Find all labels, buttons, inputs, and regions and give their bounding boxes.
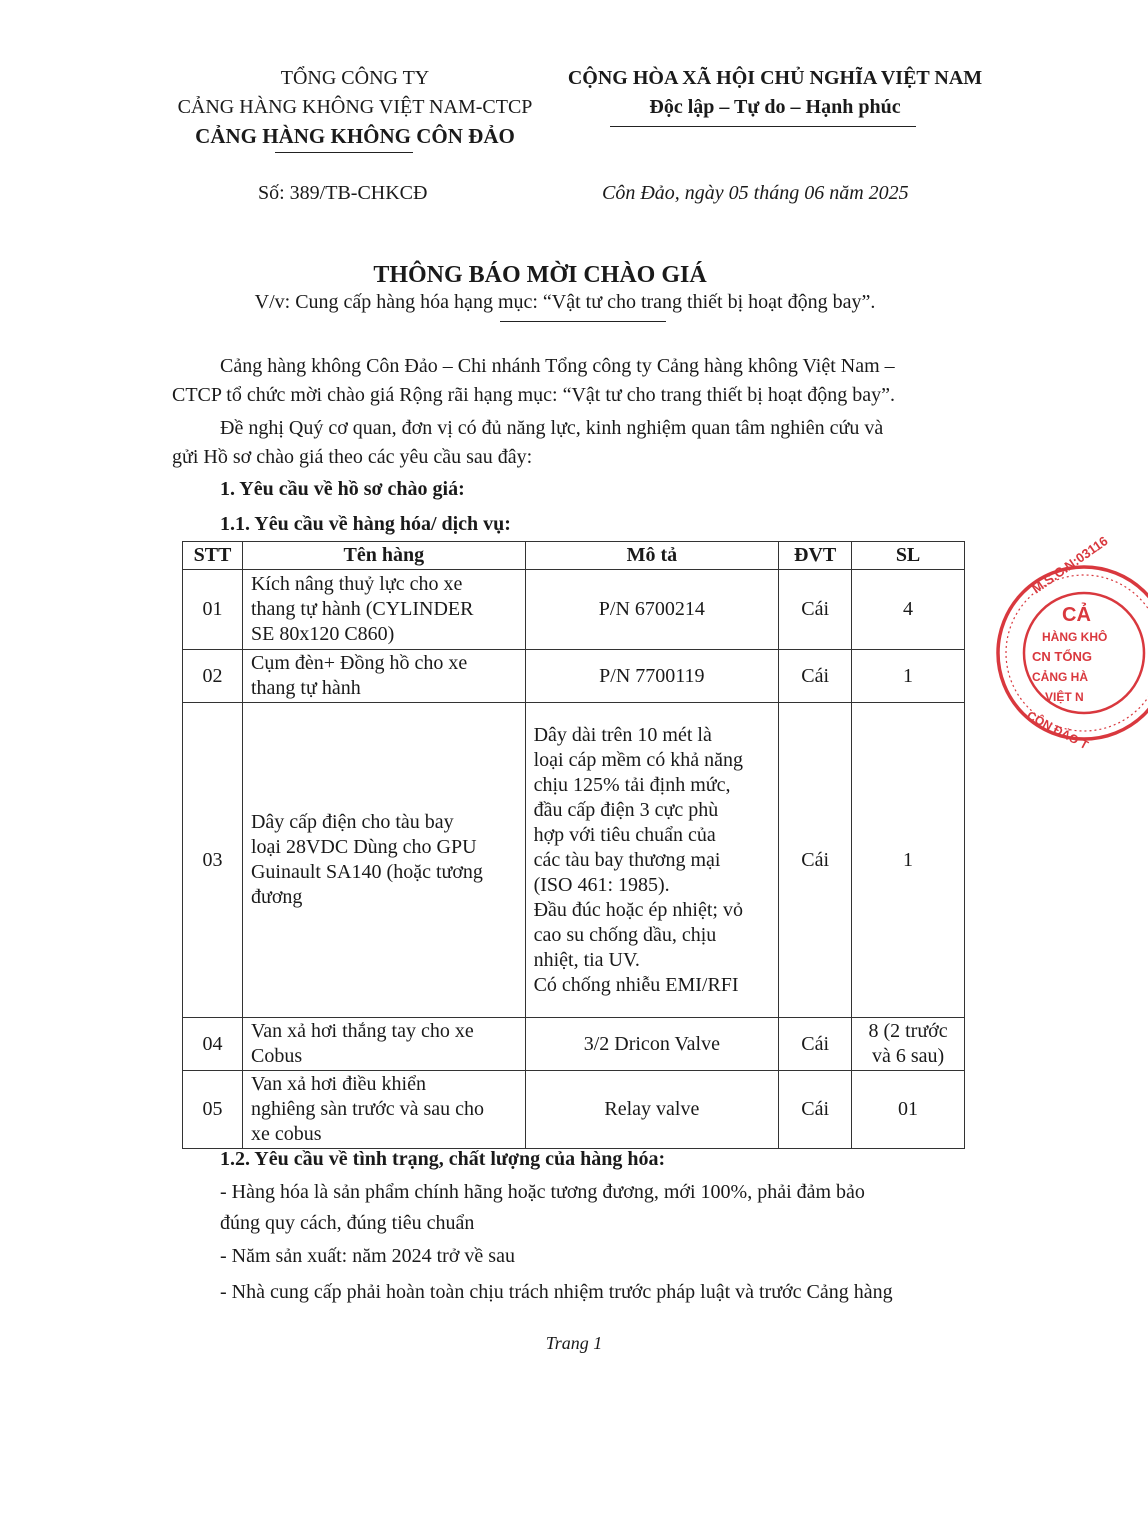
qty-line: 1 bbox=[903, 848, 914, 871]
row-unit: Cái bbox=[779, 570, 852, 650]
company-seal-stamp bbox=[992, 533, 1142, 753]
row-name bbox=[242, 650, 525, 703]
quality-bullet-2: - Năm sản xuất: năm 2024 trở về sau bbox=[220, 1245, 515, 1267]
row-name bbox=[242, 703, 525, 1018]
seal-text: CẢNG HÀ bbox=[1032, 670, 1088, 684]
name-line: nghiêng sàn trước và sau cho bbox=[250, 1098, 485, 1120]
desc-line: (ISO 461: 1985). bbox=[533, 873, 670, 896]
section-1-heading: 1. Yêu cầu về hồ sơ chào giá: bbox=[220, 478, 465, 500]
motto: Độc lập – Tự do – Hạnh phúc bbox=[649, 96, 901, 118]
intro-para1-line1: Cảng hàng không Côn Đảo – Chi nhánh Tổng công ty Cảng hàng không Việt Nam – bbox=[220, 355, 895, 377]
header-description: Mô tả bbox=[525, 542, 779, 570]
header-unit: ĐVT bbox=[779, 542, 852, 570]
desc-line: nhiệt, tia UV. bbox=[533, 948, 640, 971]
table-row bbox=[183, 1018, 965, 1071]
intro-para1-line2: CTCP tổ chức mời chào giá Rộng rãi hạng mục: “Vật tư cho trang thiết bị hoạt động bay”. bbox=[172, 384, 896, 406]
row-quantity bbox=[852, 703, 965, 1018]
desc-line: hợp với tiêu chuẩn của bbox=[533, 823, 716, 846]
motto-underline bbox=[610, 126, 916, 127]
row-unit: Cái bbox=[779, 1018, 852, 1071]
table-row bbox=[183, 570, 965, 650]
national-motto bbox=[560, 64, 990, 122]
row-name bbox=[242, 570, 525, 650]
qty-line: 4 bbox=[903, 598, 914, 620]
subject-underline bbox=[500, 321, 666, 322]
table-row bbox=[183, 650, 965, 703]
parent-org-line1: TỔNG CÔNG TY bbox=[280, 67, 430, 89]
row-quantity bbox=[852, 1071, 965, 1149]
name-line: loại 28VDC Dùng cho GPU bbox=[250, 836, 477, 858]
desc-line: các tàu bay thương mại bbox=[533, 848, 721, 871]
row-stt: 01 bbox=[183, 570, 243, 650]
seal-text: VIỆT N bbox=[1045, 690, 1084, 704]
quality-bullet-1-line2: đúng quy cách, đúng tiêu chuẩn bbox=[220, 1212, 475, 1234]
name-line: Guinault SA140 (hoặc tương bbox=[250, 861, 483, 883]
desc-line: Dây dài trên 10 mét là bbox=[533, 723, 712, 746]
document-subject: V/v: Cung cấp hàng hóa hạng mục: “Vật tư cho trang thiết bị hoạt động bay”. bbox=[254, 291, 876, 313]
qty-line: 01 bbox=[898, 1098, 919, 1120]
issuing-organization bbox=[150, 64, 560, 151]
name-line: Kích nâng thuỷ lực cho xe bbox=[250, 573, 463, 595]
desc-line: Relay valve bbox=[604, 1098, 700, 1120]
row-quantity bbox=[852, 1018, 965, 1071]
row-unit: Cái bbox=[779, 1071, 852, 1149]
row-stt: 05 bbox=[183, 1071, 243, 1149]
row-description bbox=[525, 703, 779, 1018]
intro-para2-line2: gửi Hồ sơ chào giá theo các yêu cầu sau đây: bbox=[172, 446, 533, 468]
row-quantity bbox=[852, 570, 965, 650]
name-line: xe cobus bbox=[250, 1123, 322, 1145]
row-description bbox=[525, 1071, 779, 1149]
row-stt: 02 bbox=[183, 650, 243, 703]
seal-text: CẢ bbox=[1062, 604, 1091, 626]
seal-text: HÀNG KHÔ bbox=[1042, 630, 1108, 644]
qty-line: 8 (2 trước bbox=[868, 1020, 948, 1042]
desc-line: chịu 125% tải định mức, bbox=[533, 773, 731, 796]
section-1-2-heading: 1.2. Yêu cầu về tình trạng, chất lượng của hàng hóa: bbox=[220, 1148, 666, 1170]
goods-table bbox=[182, 541, 965, 1149]
qty-line: và 6 sau) bbox=[871, 1045, 945, 1067]
desc-line: P/N 7700119 bbox=[599, 664, 705, 687]
table-header-row bbox=[183, 542, 965, 570]
qty-line: 1 bbox=[903, 664, 914, 687]
place-date: Côn Đảo, ngày 05 tháng 06 năm 2025 bbox=[602, 182, 909, 204]
name-line: Van xả hơi thắng tay cho xe bbox=[250, 1020, 474, 1042]
row-quantity bbox=[852, 650, 965, 703]
row-stt: 04 bbox=[183, 1018, 243, 1071]
document-title: THÔNG BÁO MỜI CHÀO GIÁ bbox=[373, 262, 707, 288]
seal-text: CÔN ĐẢO T bbox=[1024, 708, 1091, 753]
row-description bbox=[525, 570, 779, 650]
row-description bbox=[525, 650, 779, 703]
table-row bbox=[183, 703, 965, 1018]
desc-line: P/N 6700214 bbox=[598, 598, 705, 620]
issuing-unit: CẢNG HÀNG KHÔNG CÔN ĐẢO bbox=[195, 124, 515, 148]
name-line: thang tự hành (CYLINDER bbox=[250, 598, 474, 620]
org-underline bbox=[275, 152, 413, 153]
row-stt: 03 bbox=[183, 703, 243, 1018]
desc-line: cao su chống dầu, chịu bbox=[533, 923, 717, 946]
row-name bbox=[242, 1071, 525, 1149]
name-line: Van xả hơi điều khiển bbox=[250, 1073, 426, 1095]
name-line: thang tự hành bbox=[250, 677, 361, 699]
desc-line: đầu cấp điện 3 cực phù bbox=[533, 798, 719, 821]
quality-bullet-3: - Nhà cung cấp phải hoàn toàn chịu trách nhiệm trước pháp luật và trước Cảng hàng bbox=[220, 1281, 893, 1303]
name-line: SE 80x120 C860) bbox=[250, 623, 395, 645]
row-description bbox=[525, 1018, 779, 1071]
desc-line: loại cáp mềm có khả năng bbox=[533, 748, 743, 771]
desc-line: Có chống nhiễu EMI/RFI bbox=[533, 973, 739, 996]
intro-para2-line1: Đề nghị Quý cơ quan, đơn vị có đủ năng lực, kinh nghiệm quan tâm nghiên cứu và bbox=[220, 417, 884, 439]
header-quantity: SL bbox=[852, 542, 965, 570]
name-line: Cụm đèn+ Đồng hồ cho xe bbox=[250, 652, 468, 674]
quality-bullet-1-line1: - Hàng hóa là sản phẩm chính hãng hoặc tương đương, mới 100%, phải đảm bảo bbox=[220, 1181, 865, 1203]
table-row bbox=[183, 1071, 965, 1149]
header-name: Tên hàng bbox=[242, 542, 525, 570]
seal-text: CN TỔNG bbox=[1032, 649, 1092, 664]
country-name: CỘNG HÒA XÃ HỘI CHỦ NGHĨA VIỆT NAM bbox=[567, 67, 983, 89]
name-line: Dây cấp điện cho tàu bay bbox=[250, 811, 454, 833]
desc-line: Đầu đúc hoặc ép nhiệt; vỏ bbox=[533, 898, 743, 921]
document-number: Số: 389/TB-CHKCĐ bbox=[258, 182, 428, 204]
row-unit: Cái bbox=[779, 650, 852, 703]
page-number: Trang 1 bbox=[545, 1333, 603, 1353]
header-stt: STT bbox=[183, 542, 243, 570]
name-line: đương bbox=[250, 886, 303, 908]
parent-org-line2: CẢNG HÀNG KHÔNG VIỆT NAM-CTCP bbox=[177, 96, 533, 118]
row-unit: Cái bbox=[779, 703, 852, 1018]
desc-line: 3/2 Dricon Valve bbox=[583, 1032, 720, 1055]
section-1-1-heading: 1.1. Yêu cầu về hàng hóa/ dịch vụ: bbox=[220, 513, 511, 535]
name-line: Cobus bbox=[250, 1045, 303, 1067]
seal-text: M.S.C.N:03116 bbox=[1029, 533, 1111, 597]
row-name bbox=[242, 1018, 525, 1071]
